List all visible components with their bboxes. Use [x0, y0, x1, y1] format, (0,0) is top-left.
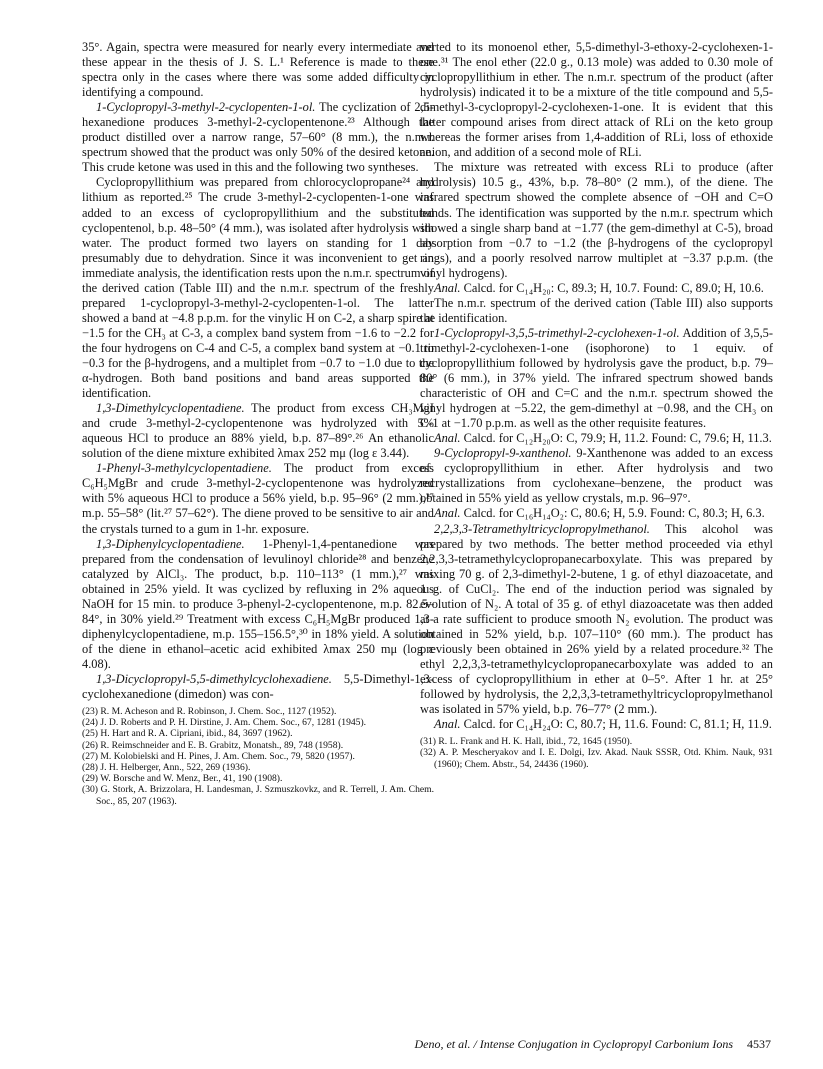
- paragraph-text: The product from excess CH₃MgI and crude 3-methyl-2-cyclopentenone was hydrolyzed with 5% aqueous HCl to produce an 88% yield, b.p. 87–89°.²⁶ An ethanolic solution of the diene mixture exhibited λmax 252 mμ (log ε 3.44).: [82, 401, 434, 461]
- paragraph: verted to its monoenol ether, 5,5-dimethyl-3-ethoxy-2-cyclohexen-1-one.³¹ The enol ether (22.0 g., 0.13 mole) was added to 0.30 mole of cyclopropyllithium in ether. The n.m.r. spectrum of the product (after hydrolysis) indicated it to be a mixture of the title compound and 5,5-dimethyl-3-cyclopropyl-2-cyclohexen-1-one. It is evident that this latter compound arises from direct attack of RLi on the keto group whereas the former arises from 1,4-addition of RLi, loss of ethoxide anion, and addition of a second mole of RLi.: [420, 40, 773, 160]
- paragraph: [420, 446, 773, 506]
- page-footer: [414, 1037, 771, 1052]
- left-column: [82, 40, 434, 807]
- footnotes-left: [82, 706, 434, 807]
- paragraph: The n.m.r. spectrum of the derived cation (Table III) also supports the identification.: [420, 295, 773, 325]
- analysis-label: Anal.: [434, 506, 461, 521]
- compound-heading: 1,3-Dicyclopropyl-5,5-dimethylcyclohexadiene.: [96, 671, 332, 686]
- compound-heading: 1-Cyclopropyl-3,5,5-trimethyl-2-cyclohexen-1-ol.: [434, 325, 680, 340]
- footnote: (26) R. Reimschneider and E. B. Grabitz, Monatsh., 89, 748 (1958).: [82, 739, 344, 751]
- paragraph: 35°. Again, spectra were measured for nearly every intermediate and these appear in the thesis of J. S. L.¹ Reference is made to these spectra only in the cases where there was some added difficulty in identifying a compound.: [82, 40, 434, 100]
- analysis-label: Anal.: [434, 717, 461, 732]
- paragraph: [420, 326, 773, 431]
- paragraph-text: The cyclization of 2,5-hexanedione produces 3-methyl-2-cyclopentenone.²³ Although the product distilled over a narrow range, 57–60° (8 mm.), the n.m.r. spectrum showed that the product was only 50% of the desired ketone. This crude ketone was used in this and the following two syntheses.: [82, 100, 434, 175]
- paragraph-text: The product from excess C₆H₅MgBr and crude 3-methyl-2-cyclopentenone was hydrolyzed with 5% aqueous HCl to produce a 56% yield, b.p. 95–96° (2 mm.),²⁷ m.p. 55–58° (lit.²⁷ 57–62°). The diene proved to be sensitive to air and the crystals turned to a gum in 1-hr. exposure.: [82, 461, 434, 536]
- footnote: (28) J. H. Helberger, Ann., 522, 269 (1936).: [82, 762, 251, 774]
- paragraph: [420, 506, 773, 521]
- compound-heading: 1,3-Diphenylcyclopentadiene.: [96, 536, 245, 551]
- compound-heading: 9-Cyclopropyl-9-xanthenol.: [434, 446, 572, 461]
- footnote: (24) J. D. Roberts and P. H. Dirstine, J. Am. Chem. Soc., 67, 1281 (1945).: [82, 717, 367, 729]
- paragraph: The mixture was retreated with excess RLi to produce (after hydrolysis) 10.5 g., 43%, b.p. 78–80° (2 mm.), of the diene. The infrared spectrum showed the complete absence of −OH and C=O bands. The identification was supported by the n.m.r. spectrum which showed a single sharp band at −1.77 (the gem-dimethyl at C-5), broad absorption from −0.7 to −1.2 (the β-hydrogens of the cyclopropyl rings), and a poorly resolved narrow multiplet at −3.37 p.p.m. (the vinyl hydrogens).: [420, 160, 773, 280]
- paragraph: [420, 431, 773, 446]
- paragraph: [82, 401, 434, 461]
- paragraph: [82, 100, 434, 175]
- footnote: (30) G. Stork, A. Brizzolara, H. Landesman, J. Szmuszkovkz, and R. Terrell, J. Am. Chem. Soc., 85, 207 (1963).: [82, 784, 434, 807]
- footnote: (32) A. P. Mescheryakov and I. E. Dolgi, Izv. Akad. Nauk SSSR, Otd. Khim. Nauk, 931 (1960); Chem. Abstr., 54, 24436 (1960).: [420, 747, 773, 770]
- paragraph-text: Calcd. for C₁₄H₂₀: C, 89.3; H, 10.7. Found: C, 89.0; H, 10.6.: [460, 280, 764, 295]
- footnote: (25) H. Hart and R. A. Cipriani, ibid., 84, 3697 (1962).: [82, 728, 293, 740]
- footnote: (31) R. L. Frank and H. K. Hall, ibid., 72, 1645 (1950).: [420, 736, 633, 748]
- paragraph: [420, 281, 773, 296]
- paragraph: [82, 672, 434, 702]
- paragraph: [420, 522, 773, 718]
- footnotes-right: [420, 736, 773, 770]
- paragraph-text: Calcd. for C₁₄H₂₄O: C, 80.7; H, 11.6. Found: C, 81.1; H, 11.9.: [460, 717, 772, 732]
- paragraph: [420, 717, 773, 732]
- paragraph-text: Calcd. for C₁₆H₁₄O₂: C, 80.6; H, 5.9. Found: C, 80.3; H, 6.3.: [460, 506, 765, 521]
- paragraph: [82, 461, 434, 536]
- paragraph: Cyclopropyllithium was prepared from chlorocyclopropane²⁴ and lithium as reported.²⁵ The crude 3-methyl-2-cyclopenten-1-one was added to an excess of cyclopropyllithium and the substituted cyclopentenol, b.p. 48–50° (4 mm.), was isolated after hydrolysis with water. The product formed two layers on standing for 1 day presumably due to dehydration. Since it was inconvenient to get an immediate analysis, the identification rests upon the n.m.r. spectrum of the derived cation (Table III) and the n.m.r. spectrum of the freshly prepared 1-cyclopropyl-3-methyl-2-cyclopenten-1-ol. The latter showed a band at −4.8 p.p.m. for the vinylic H on C-2, a sharp spire at −1.5 for the CH₃ at C-3, a complex band system from −1.6 to −2.2 for the four hydrogens on C-4 and C-5, a complex band system at −0.1 to −0.3 for the β-hydrogens, and a multiplet from −0.7 to −1.0 due to the α-hydrogen. Both band positions and band areas supported the identification.: [82, 175, 434, 401]
- analysis-label: Anal.: [434, 431, 461, 446]
- paragraph-text: 9-Xanthenone was added to an excess of cyclopropyllithium in ether. After hydrolysis and two recrystallizations from cyclohexane–benzene, the product was obtained in 55% yield as yellow crystals, m.p. 96–97°.: [420, 446, 773, 506]
- running-head: Deno, et al. / Intense Conjugation in Cyclopropyl Carbonium Ions: [414, 1037, 733, 1051]
- page-number: 4537: [747, 1037, 771, 1051]
- paragraph-text: 5,5-Dimethyl-1,3-cyclohexanedione (dimedon) was con-: [82, 671, 434, 702]
- right-column: [420, 40, 773, 770]
- compound-heading: 1-Cyclopropyl-3-methyl-2-cyclopenten-1-ol.: [96, 100, 316, 115]
- footnote: (23) R. M. Acheson and R. Robinson, J. Chem. Soc., 1127 (1952).: [82, 706, 337, 718]
- paragraph-text: Addition of 3,5,5-trimethyl-2-cyclohexen-1-one (isophorone) to 1 equiv. of cyclopropyllithium followed by hydrolysis gave the product, b.p. 79–80° (6 mm.), in 37% yield. The infrared spectrum showed bands characteristic of OH and C=C and the n.m.r. spectrum showed the vinyl hydrogen at −5.22, the gem-dimethyl at −0.98, and the CH₃ on C-1 at −1.70 p.p.m. as well as the other requisite features.: [420, 325, 773, 431]
- paragraph-text: Calcd. for C₁₂H₂₀O: C, 79.9; H, 11.2. Found: C, 79.6; H, 11.3.: [460, 431, 772, 446]
- paragraph: [82, 537, 434, 672]
- paragraph-text: This alcohol was prepared by two methods. The better method proceeded via ethyl 2,2,3,3-tetramethylcyclopropanecarboxylate. This was prepared by mixing 70 g. of 2,3-dimethyl-2-butene, 1 g. of ethyl diazoacetate, and 1 g. of CuCl₂. The end of the induction period was signaled by evolution of N₂. A total of 35 g. of ethyl diazoacetate was then added at a rate sufficient to produce smooth N₂ evolution. The product was obtained in 52% yield, b.p. 107–110° (60 mm.). The product has previously been obtained in 26% yield by a related procedure.³² The ethyl 2,2,3,3-tetramethylcyclopropanecarboxylate was added to an excess of cyclopropyllithium in ether at 0–5°. After 1 hr. at 25° followed by hydrolysis, the 2,2,3,3-tetramethyltricyclopropylmethanol was isolated in 57% yield, b.p. 76–77° (2 mm.).: [420, 521, 773, 717]
- compound-heading: 1,3-Dimethylcyclopentadiene.: [96, 401, 245, 416]
- compound-heading: 2,2,3,3-Tetramethyltricyclopropylmethanol.: [434, 521, 650, 536]
- footnote: (27) M. Kolobielski and H. Pines, J. Am. Chem. Soc., 79, 5820 (1957).: [82, 750, 355, 762]
- paragraph-text: 1-Phenyl-1,4-pentanedione was prepared from the condensation of levulinoyl chloride²⁸ and benzene catalyzed by AlCl₃. The product, b.p. 110–113° (1 mm.),²⁷ was obtained in 25% yield. It was cyclized by refluxing in 2% aqueous NaOH for 15 min. to produce 3-phenyl-2-cyclopentenone, m.p. 82.5–84°, in 30% yield.²⁹ Treatment with excess C₆H₅MgBr produced 1,3-diphenylcyclopentadiene, m.p. 155–156.5°,³⁰ in 18% yield. A solution of the diene in ethanol–acetic acid exhibited λmax 250 mμ (log ε 4.08).: [82, 536, 434, 671]
- footnote: (29) W. Borsche and W. Menz, Ber., 41, 190 (1908).: [82, 773, 283, 785]
- analysis-label: Anal.: [434, 280, 461, 295]
- compound-heading: 1-Phenyl-3-methylcyclopentadiene.: [96, 461, 272, 476]
